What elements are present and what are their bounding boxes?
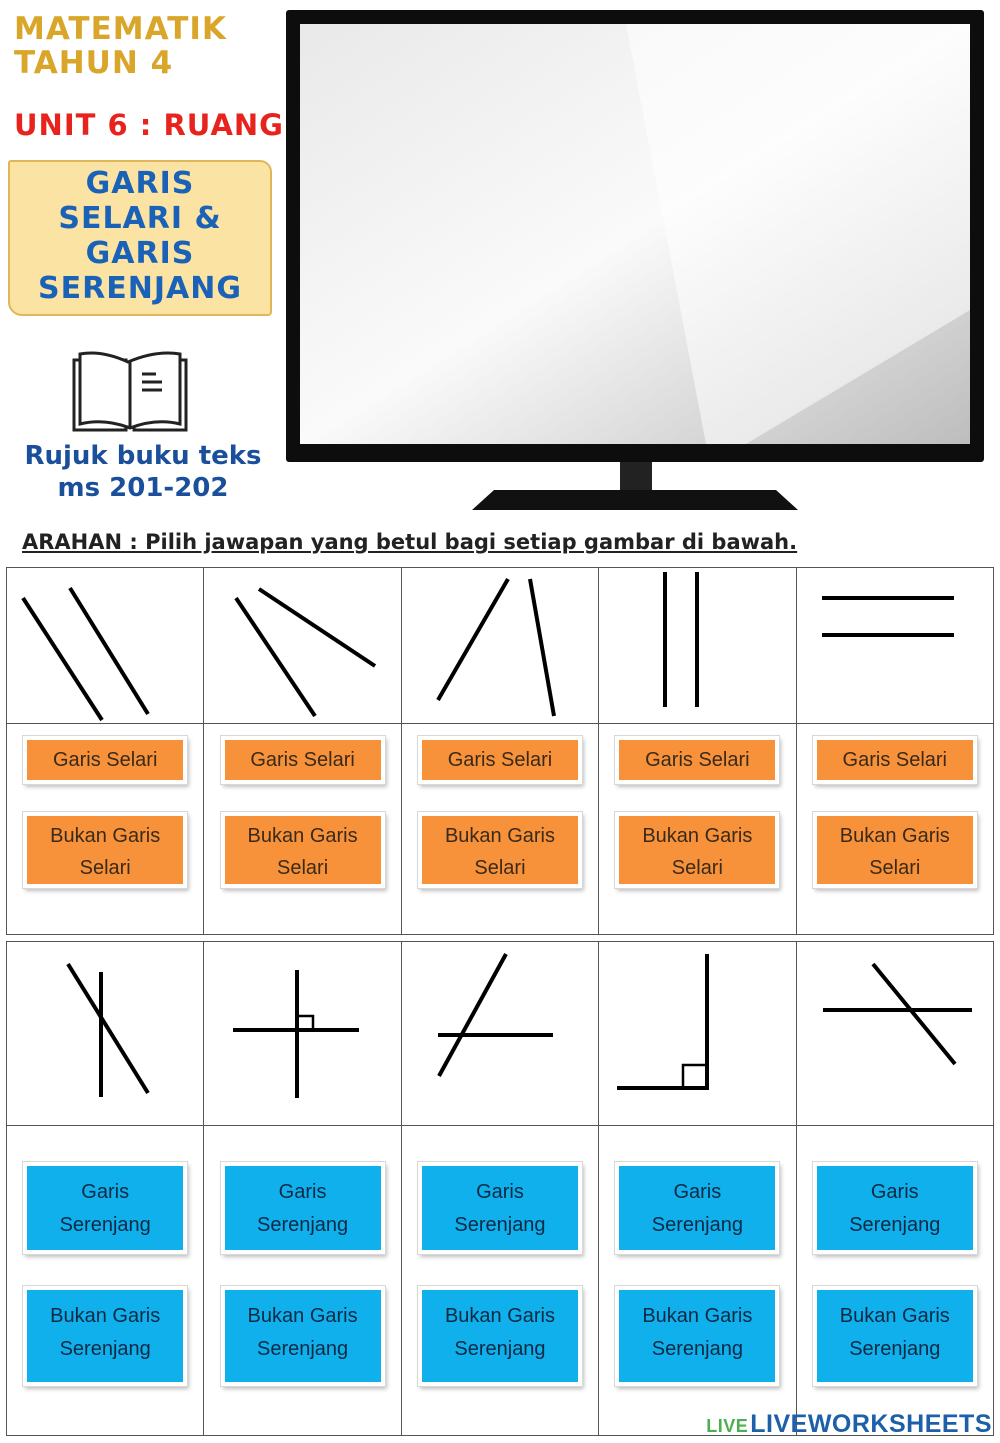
- subject-line-2: TAHUN 4: [14, 45, 174, 81]
- horizontal-oblique-lines-figure: [797, 942, 993, 1125]
- answer-cell: [7, 724, 204, 935]
- unit-title: UNIT 6 : RUANG: [14, 108, 284, 142]
- garis-serenjang-button[interactable]: [221, 1162, 385, 1254]
- topic-line: SERENJANG: [38, 271, 242, 306]
- bukan-garis-selari-button[interactable]: [418, 812, 582, 888]
- bukan-garis-label-line-1: Bukan Garis: [444, 1305, 555, 1327]
- bukan-garis-label-line-1: Bukan Garis: [50, 1305, 161, 1327]
- answer-cell: [204, 724, 401, 935]
- subject-line-1: MATEMATIK: [14, 11, 227, 47]
- garis-selari-label: Garis Selari: [447, 749, 553, 771]
- tv-screen-image: [286, 10, 986, 515]
- answer-cell: [599, 724, 796, 935]
- bukan-garis-label-line-1: Bukan Garis: [247, 1305, 358, 1327]
- topic-line: GARIS: [85, 236, 195, 271]
- figure-cell: [204, 942, 401, 1126]
- garis-label-line-1: Garis: [81, 1181, 130, 1203]
- bukan-garis-label-line-2: Selari: [869, 857, 921, 879]
- garis-selari-button[interactable]: [813, 736, 977, 784]
- perpendicular-lines-table: [6, 941, 994, 1436]
- right-angle-figure: [599, 942, 795, 1125]
- garis-selari-label: Garis Selari: [250, 749, 355, 771]
- bukan-garis-selari-button[interactable]: [221, 812, 385, 888]
- bukan-garis-label-line-2: Selari: [79, 857, 131, 879]
- topic-banner: [8, 160, 272, 316]
- garis-selari-label: Garis Selari: [645, 749, 750, 771]
- bukan-garis-label-line-2: Serenjang: [849, 1338, 941, 1360]
- bukan-garis-label-line-2: Selari: [671, 857, 723, 879]
- liveworksheets-logo: [706, 1410, 992, 1439]
- topic-line: GARIS: [85, 166, 195, 201]
- garis-selari-button[interactable]: [23, 736, 187, 784]
- vertical-parallel-lines-figure: [599, 568, 795, 723]
- answer-cell: [204, 1126, 401, 1436]
- bukan-garis-serenjang-button[interactable]: [813, 1286, 977, 1386]
- figure-cell: [7, 942, 204, 1126]
- garis-label-line-1: Garis: [278, 1181, 327, 1203]
- bukan-garis-label-line-2: Selari: [277, 857, 329, 879]
- figure-cell: [599, 942, 796, 1126]
- garis-label-line-1: Garis: [673, 1181, 722, 1203]
- garis-serenjang-button[interactable]: [418, 1162, 582, 1254]
- garis-label-line-2: Serenjang: [59, 1214, 151, 1236]
- topic-line: SELARI &: [58, 201, 222, 236]
- garis-serenjang-button[interactable]: [615, 1162, 779, 1254]
- bukan-garis-label-line-1: Bukan Garis: [444, 825, 555, 847]
- bukan-garis-label-line-2: Selari: [474, 857, 526, 879]
- logo-text: LIVEWORKSHEETS: [750, 1410, 992, 1438]
- figure-cell: [204, 568, 401, 724]
- figure-cell: [401, 942, 598, 1126]
- bukan-garis-label-line-2: Serenjang: [256, 1338, 349, 1360]
- horizontal-parallel-lines-figure: [797, 568, 993, 723]
- bukan-garis-selari-button[interactable]: [23, 812, 187, 888]
- bukan-garis-serenjang-button[interactable]: [418, 1286, 582, 1386]
- bukan-garis-label-line-1: Bukan Garis: [642, 825, 753, 847]
- answer-cell: [7, 1126, 204, 1436]
- garis-serenjang-button[interactable]: [813, 1162, 977, 1254]
- bukan-garis-label-line-1: Bukan Garis: [50, 825, 161, 847]
- reference-line-1: Rujuk buku teks: [24, 441, 262, 471]
- crossing-lines-figure: [7, 942, 203, 1125]
- figure-cell: [7, 568, 204, 724]
- bukan-garis-label-line-1: Bukan Garis: [247, 825, 358, 847]
- bukan-garis-label-line-2: Serenjang: [59, 1338, 151, 1360]
- figure-cell: [401, 568, 598, 724]
- converging-lines-figure: [402, 568, 598, 723]
- answer-cell: [796, 1126, 993, 1436]
- bukan-garis-label-line-2: Serenjang: [651, 1338, 743, 1360]
- bukan-garis-label-line-1: Bukan Garis: [839, 1305, 950, 1327]
- answer-cell: [796, 724, 993, 935]
- garis-selari-label: Garis Selari: [842, 749, 948, 771]
- figure-cell: [796, 568, 993, 724]
- answer-cell: [599, 1126, 796, 1436]
- garis-label-line-1: Garis: [476, 1181, 524, 1203]
- parallel-lines-table: [6, 567, 994, 935]
- non-parallel-lines-figure: [205, 568, 401, 723]
- garis-selari-button[interactable]: [221, 736, 385, 784]
- bukan-garis-serenjang-button[interactable]: [221, 1286, 385, 1386]
- book-icon: [70, 348, 190, 438]
- bukan-garis-selari-button[interactable]: [813, 812, 977, 888]
- subject-title: [14, 12, 227, 80]
- instruction-text: ARAHAN : Pilih jawapan yang betul bagi setiap gambar di bawah.: [22, 530, 798, 554]
- textbook-reference: [14, 440, 272, 504]
- bukan-garis-label-line-2: Serenjang: [454, 1338, 546, 1360]
- answer-cell: [401, 1126, 598, 1436]
- perpendicular-cross-figure: [205, 942, 401, 1125]
- answer-cell: [401, 724, 598, 935]
- garis-label-line-2: Serenjang: [256, 1214, 349, 1236]
- oblique-crossing-lines-figure: [402, 942, 598, 1125]
- garis-label-line-2: Serenjang: [651, 1214, 743, 1236]
- bukan-garis-label-line-1: Bukan Garis: [642, 1305, 753, 1327]
- reference-line-2: ms 201-202: [57, 473, 229, 503]
- bukan-garis-serenjang-button[interactable]: [615, 1286, 779, 1386]
- garis-serenjang-button[interactable]: [23, 1162, 187, 1254]
- garis-label-line-2: Serenjang: [454, 1214, 546, 1236]
- figure-cell: [796, 942, 993, 1126]
- garis-selari-button[interactable]: [615, 736, 779, 784]
- garis-selari-button[interactable]: [418, 736, 582, 784]
- bukan-garis-selari-button[interactable]: [615, 812, 779, 888]
- bukan-garis-label-line-1: Bukan Garis: [839, 825, 950, 847]
- parallel-diagonal-lines-figure: [7, 568, 203, 723]
- bukan-garis-serenjang-button[interactable]: [23, 1286, 187, 1386]
- logo-mark: LIVE: [706, 1416, 749, 1436]
- figure-cell: [599, 568, 796, 724]
- garis-label-line-1: Garis: [870, 1181, 919, 1203]
- garis-selari-label: Garis Selari: [52, 749, 158, 771]
- garis-label-line-2: Serenjang: [849, 1214, 941, 1236]
